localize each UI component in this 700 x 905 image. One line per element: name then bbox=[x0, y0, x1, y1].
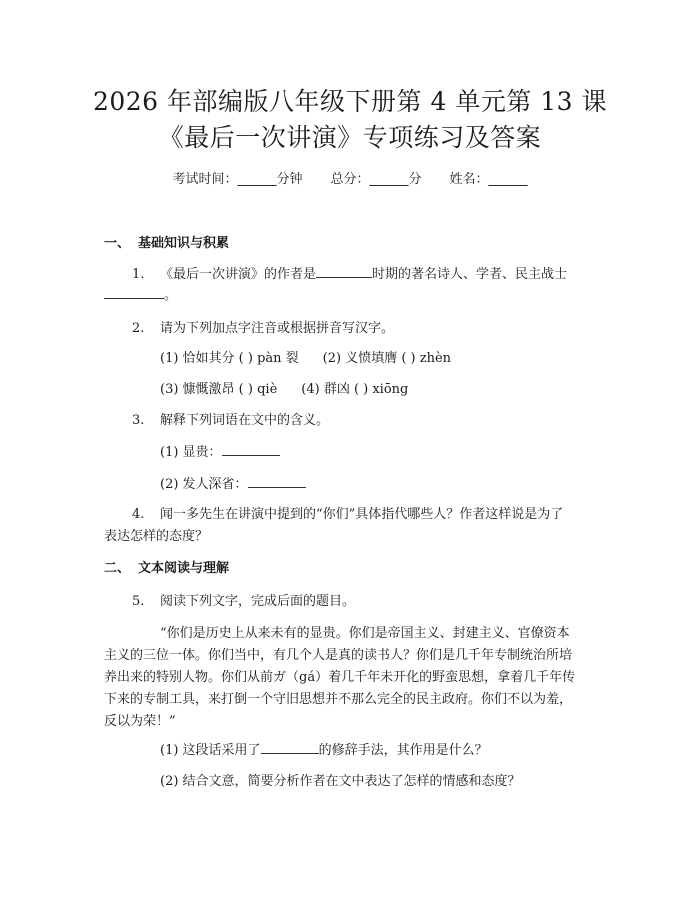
question-1-line-1 bbox=[132, 263, 567, 282]
section-2-number: 二、 bbox=[104, 561, 131, 576]
question-1-text-c: 。 bbox=[164, 288, 178, 303]
question-2-text: 请为下列加点字注音或根据拼音写汉字。 bbox=[160, 321, 395, 336]
question-1-text-a: 《最后一次讲演》的作者是 bbox=[160, 267, 317, 282]
question-2 bbox=[132, 317, 394, 336]
title-line-1: 2026 年部编版八年级下册第 4 单元第 13 课 bbox=[92, 87, 608, 116]
question-1-blank-2[interactable] bbox=[104, 286, 164, 299]
section-1-title: 基础知识与积累 bbox=[138, 236, 230, 251]
question-5-sub-1: (1) 这段话采用了 的修辞手法，其作用是什么？ bbox=[160, 743, 488, 758]
section-2-heading bbox=[104, 557, 229, 576]
question-5-number: 5. bbox=[132, 594, 145, 609]
quote-line-2: 主义的三位一体。你们当中，有几个人是真的读书人？你们是几千年专制统治所培 bbox=[104, 648, 573, 663]
question-5-text: 阅读下列文字，完成后面的题目。 bbox=[160, 594, 356, 609]
exam-time: 考试时间：______分钟 bbox=[172, 172, 303, 187]
question-4-text-1: 闻一多先生在讲演中提到的“你们”具体指代哪些人？作者这样说是为了 bbox=[160, 507, 564, 522]
question-2-item-2: (2) 义愤填膺 ( ) zhèn bbox=[322, 351, 452, 366]
question-3-number: 3. bbox=[132, 413, 145, 428]
section-1-number: 一、 bbox=[104, 236, 131, 251]
exam-info bbox=[0, 168, 700, 187]
question-2-item-3: (3) 慷慨激昂 ( ) qiè bbox=[160, 382, 278, 397]
quote-line-1: “你们是历史上从来未有的显贵。你们是帝国主义、封建主义、官僚资本 bbox=[160, 626, 570, 641]
question-3-text: 解释下列词语在文中的含义。 bbox=[160, 413, 330, 428]
question-4-line-1 bbox=[132, 503, 563, 522]
question-4-number: 4. bbox=[132, 507, 145, 522]
question-2-row-1 bbox=[160, 347, 451, 366]
question-2-row-2 bbox=[160, 378, 408, 397]
question-5-sub-2: (2) 结合文意，简要分析作者在文中表达了怎样的情感和态度？ bbox=[160, 774, 521, 789]
question-2-item-1: (1) 恰如其分 ( ) pàn 裂 bbox=[160, 351, 299, 366]
question-4-line-2: 表达怎样的态度？ bbox=[104, 529, 209, 544]
question-3 bbox=[132, 409, 329, 428]
title-line-2: 《最后一次讲演》专项练习及答案 bbox=[158, 123, 542, 152]
question-1-number: 1. bbox=[132, 267, 145, 282]
question-5-blank[interactable] bbox=[261, 741, 319, 754]
question-2-item-4: (4) 群凶 ( ) xiōng bbox=[301, 382, 409, 397]
quote-line-5: 反以为荣！” bbox=[104, 714, 176, 729]
question-2-number: 2. bbox=[132, 321, 145, 336]
question-3-item-2: (2) 发人深省： bbox=[160, 473, 306, 492]
section-1-heading bbox=[104, 232, 229, 251]
quote-line-4: 下来的专制工具，来打倒一个守旧思想并不那么完全的民主政府。你们不以为羞， bbox=[104, 692, 573, 707]
question-5 bbox=[132, 590, 355, 609]
exam-score: 总分：______分 bbox=[330, 172, 422, 187]
question-1-blank-1[interactable] bbox=[316, 265, 372, 278]
question-3-item-1: (1) 显贵： bbox=[160, 441, 280, 460]
question-3-blank-1[interactable] bbox=[222, 443, 280, 456]
question-1-line-2 bbox=[104, 284, 177, 303]
quote-line-3: 养出来的特别人物。你们从前ガ（gá）着几千年未开化的野蛮思想，拿着几千年传 bbox=[104, 670, 576, 685]
question-1-text-b: 时期的著名诗人、学者、民主战士 bbox=[372, 267, 568, 282]
section-2-title: 文本阅读与理解 bbox=[138, 561, 230, 576]
question-3-blank-2[interactable] bbox=[248, 475, 306, 488]
exam-name: 姓名：______ bbox=[449, 172, 528, 187]
